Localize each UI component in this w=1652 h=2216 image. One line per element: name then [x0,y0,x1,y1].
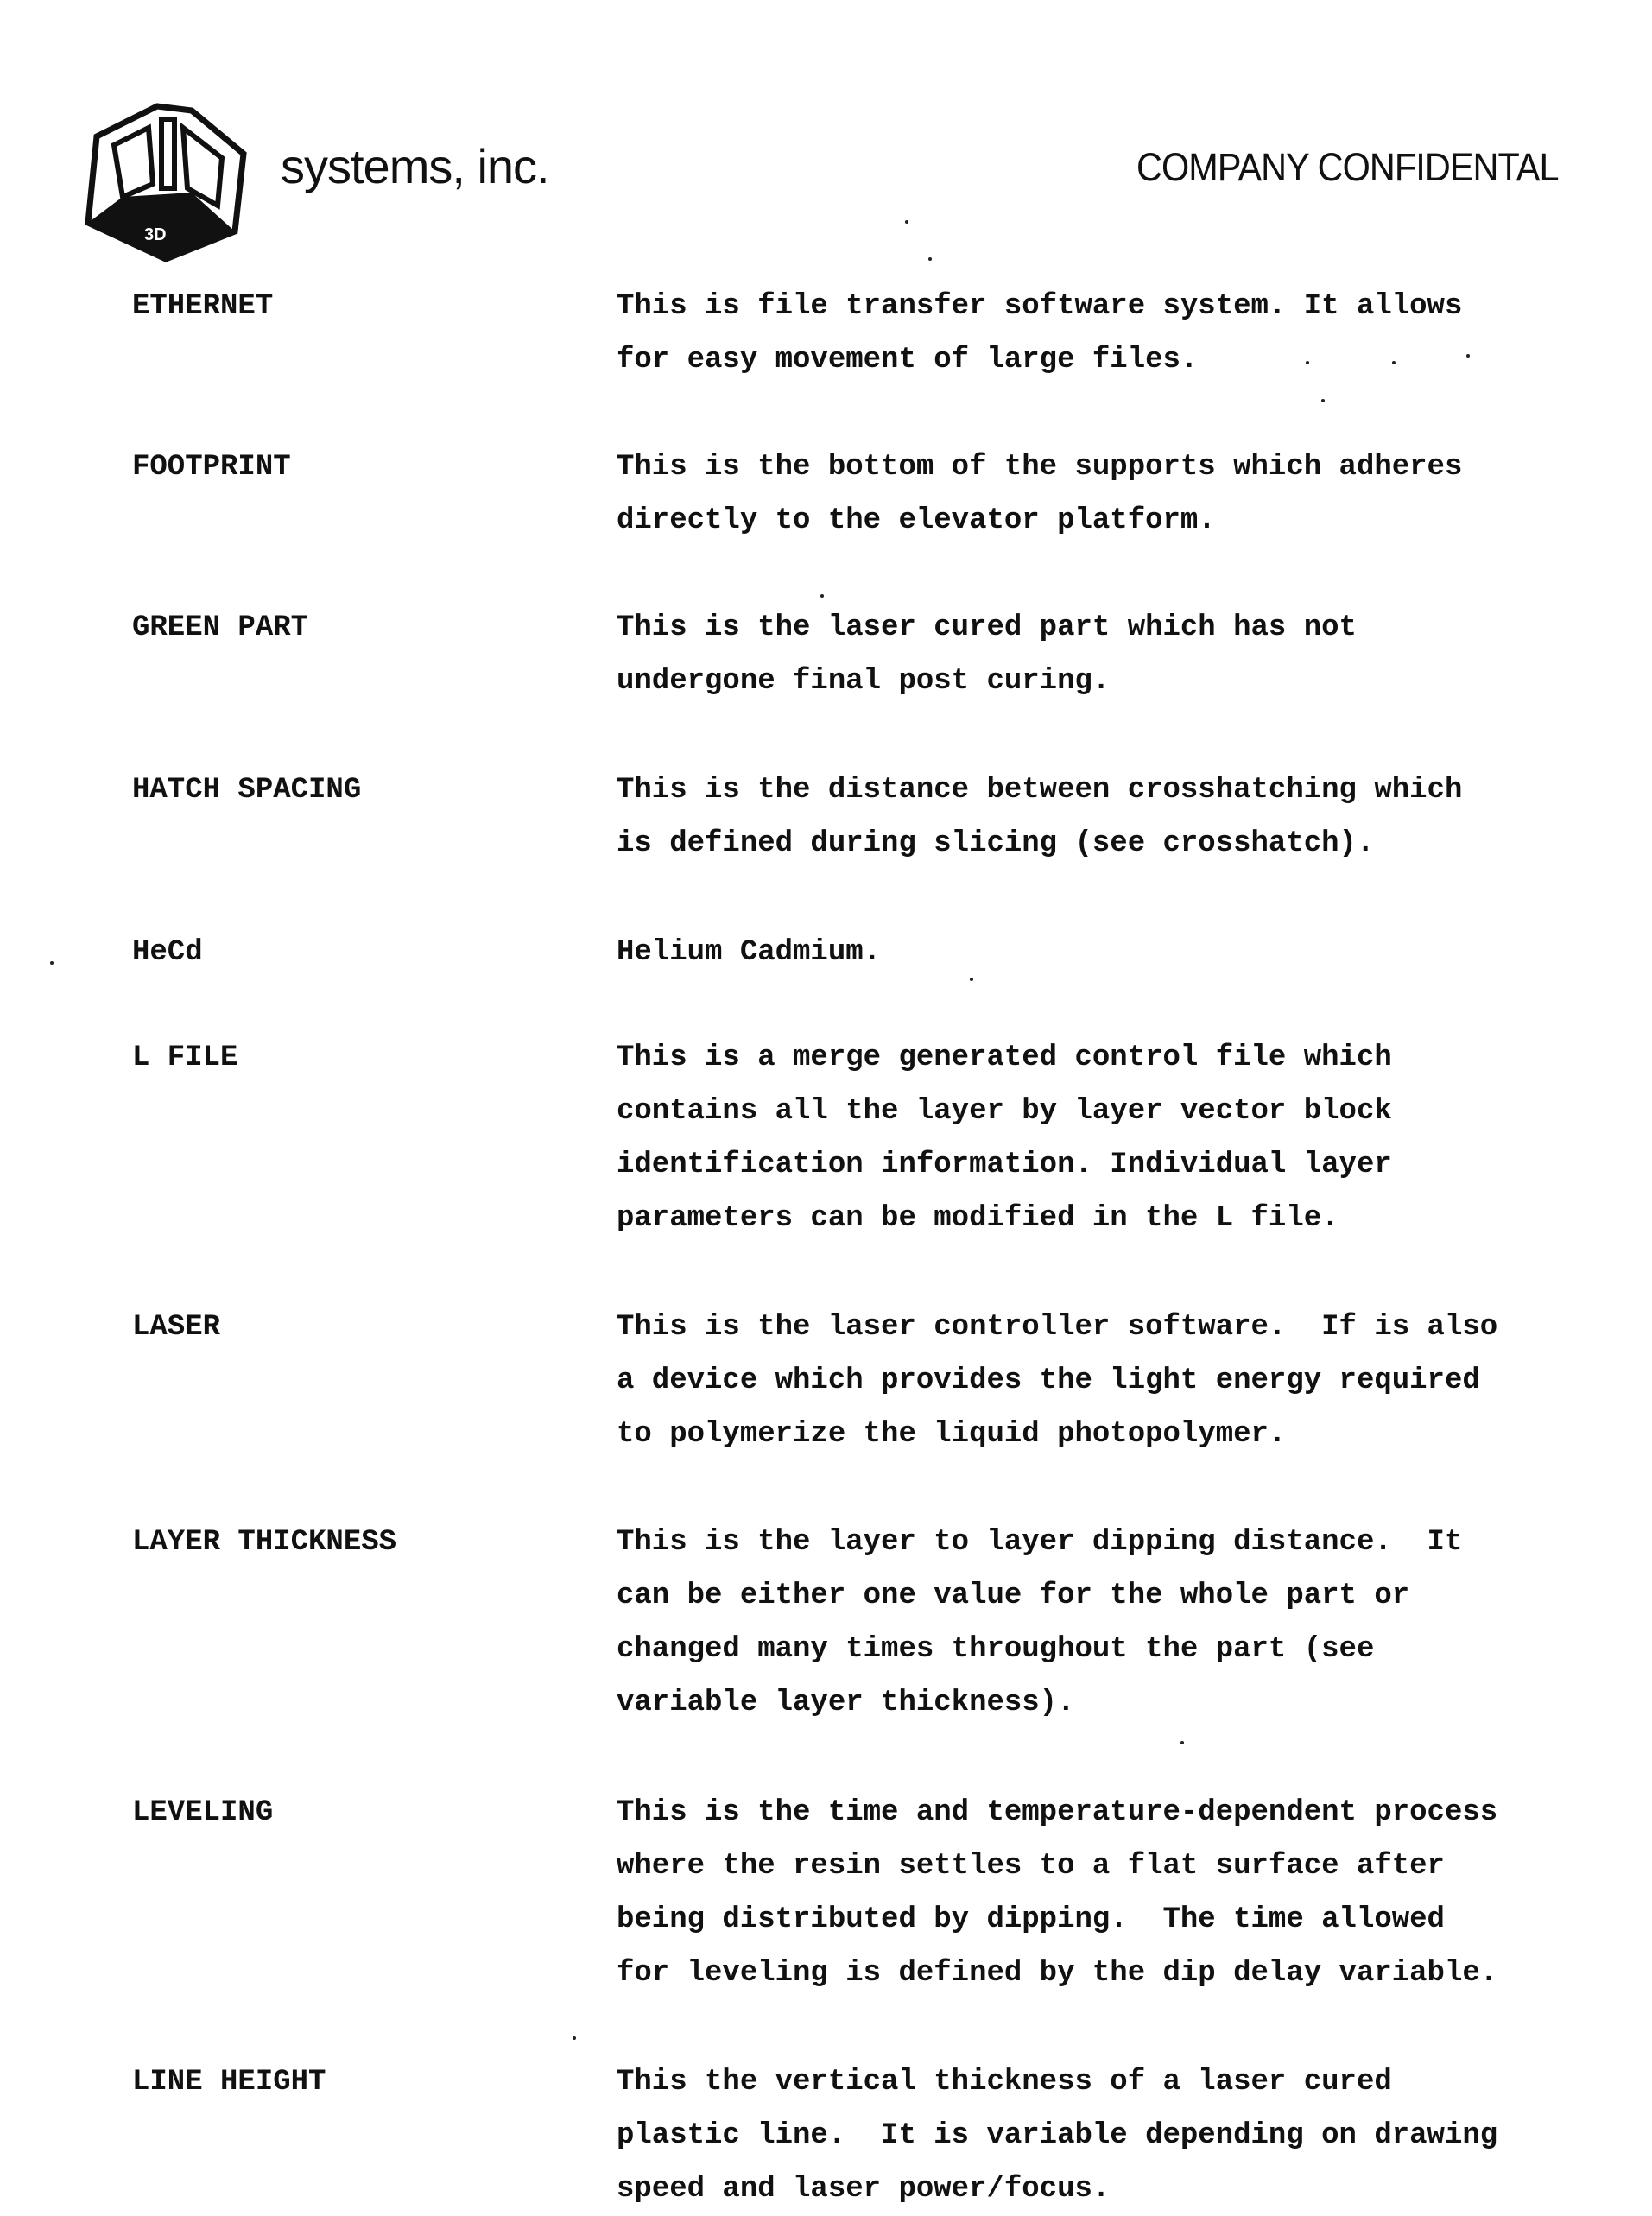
svg-text:3D: 3D [144,225,167,244]
definition-line: parameters can be modified in the L file. [617,1192,1392,1245]
definition-line: undergone final post curing. [617,655,1357,708]
scan-speck [820,594,824,598]
definition-line: variable layer thickness). [617,1676,1462,1730]
glossary-term: LAYER THICKNESS [132,1516,396,1569]
scan-speck [1321,399,1325,402]
definition-line: for leveling is defined by the dip delay variable. [617,1947,1497,2000]
definition-line: contains all the layer by layer vector block [617,1085,1392,1138]
definition-line: where the resin settles to a flat surface after [617,1839,1497,1893]
glossary-term: FOOTPRINT [132,440,291,494]
company-logo [62,102,254,262]
glossary-term: HeCd [132,926,203,979]
glossary-term: LEVELING [132,1786,273,1839]
definition-line: speed and laser power/focus. [617,2162,1497,2216]
definition-line: plastic line. It is variable depending on drawing [617,2109,1497,2162]
glossary-definition [617,440,1462,548]
confidential-label: COMPANY CONFIDENTAL [1136,145,1559,190]
glossary-definition [617,1516,1462,1730]
definition-line: This is the time and temperature-dependent process [617,1786,1497,1839]
glossary-definition [617,926,881,979]
definition-line: Helium Cadmium. [617,926,881,979]
glossary-term: GREEN PART [132,601,308,655]
definition-line: is defined during slicing (see crosshatch). [617,817,1462,871]
definition-line: This is a merge generated control file which [617,1031,1392,1085]
glossary-definition [617,1301,1497,1461]
definition-line: This the vertical thickness of a laser cured [617,2055,1497,2109]
glossary-term: ETHERNET [132,280,273,333]
definition-line: to polymerize the liquid photopolymer. [617,1408,1497,1461]
definition-line: directly to the elevator platform. [617,494,1462,548]
definition-line: being distributed by dipping. The time allowed [617,1893,1497,1947]
glossary-definition [617,763,1462,871]
definition-line: This is the layer to layer dipping distance. It [617,1516,1462,1569]
definition-line: identification information. Individual layer [617,1138,1392,1192]
glossary-term: LASER [132,1301,220,1354]
scan-speck [970,978,973,981]
glossary-definition [617,1031,1392,1245]
scan-speck [1466,354,1470,358]
glossary-term: HATCH SPACING [132,763,361,817]
scan-speck [573,2036,576,2040]
glossary-definition [617,2055,1497,2216]
definition-line: can be either one value for the whole part or [617,1569,1462,1623]
definition-line: for easy movement of large files. [617,333,1462,387]
definition-line: This is the bottom of the supports which adheres [617,440,1462,494]
definition-line: This is the laser controller software. If is also [617,1301,1497,1354]
definition-line: This is the distance between crosshatching which [617,763,1462,817]
definition-line: This is the laser cured part which has not [617,601,1357,655]
scan-speck [1306,361,1309,364]
scan-speck [1180,1741,1184,1744]
definition-line: changed many times throughout the part (see [617,1623,1462,1676]
definition-line: a device which provides the light energy required [617,1354,1497,1408]
company-name: systems, inc. [281,138,549,194]
glossary-term: LINE HEIGHT [132,2055,326,2109]
scan-speck [905,220,908,224]
glossary-definition [617,601,1357,708]
scan-speck [1392,361,1396,364]
glossary-definition [617,1786,1497,2000]
glossary-term: L FILE [132,1031,237,1085]
scan-speck [50,961,54,965]
definition-line: This is file transfer software system. It allows [617,280,1462,333]
glossary-definition [617,280,1462,387]
scan-speck [928,257,932,261]
